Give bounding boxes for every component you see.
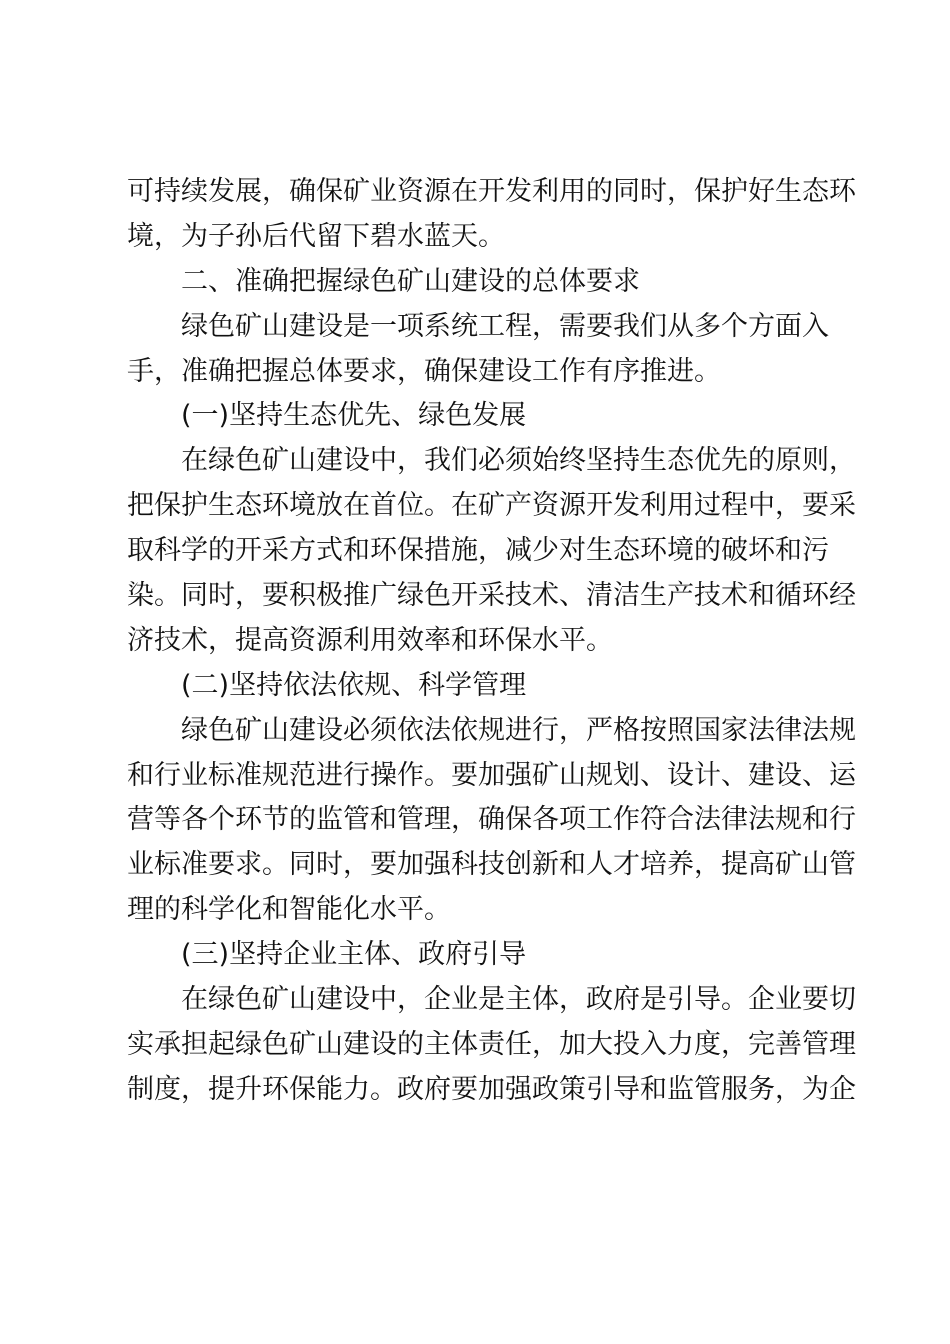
text-line-2: 境，为子孙后代留下碧水蓝天。 [127,220,505,252]
text-line-11: 济技术，提高资源利用效率和环保水平。 [127,624,613,656]
text-line-1: 可持续发展，确保矿业资源在开发利用的同时，保护好生态环 [127,176,856,207]
subsection-heading-1: (一)坚持生态优先、绿色发展 [181,400,527,432]
subsection-heading-3: (三)坚持企业主体、政府引导 [181,939,527,971]
section-heading: 二、准确把握绿色矿山建设的总体要求 [181,265,640,297]
text-line-17: 理的科学化和智能化水平。 [127,894,451,926]
text-line-19: 在绿色矿山建设中，企业是主体，政府是引导。企业要切 [181,984,856,1016]
text-line-7: 在绿色矿山建设中，我们必须始终坚持生态优先的原则， [181,445,856,477]
text-line-10: 染。同时，要积极推广绿色开采技术、清洁生产技术和循环经 [127,580,856,612]
text-line-8: 把保护生态环境放在首位。在矿产资源开发利用过程中，要采 [127,490,856,522]
text-line-20: 实承担起绿色矿山建设的主体责任，加大投入力度，完善管理 [127,1028,856,1060]
text-line-5: 手，准确把握总体要求，确保建设工作有序推进。 [127,355,721,387]
document-body [127,170,856,1113]
text-line-21: 制度，提升环保能力。政府要加强政策引导和监管服务，为企 [127,1073,856,1105]
text-line-9: 取科学的开采方式和环保措施，减少对生态环境的破坏和污 [127,535,829,567]
text-line-4: 绿色矿山建设是一项系统工程，需要我们从多个方面入 [181,310,829,342]
text-line-16: 业标准要求。同时，要加强科技创新和人才培养，提高矿山管 [127,849,856,881]
text-line-15: 营等各个环节的监管和管理，确保各项工作符合法律法规和行 [127,804,856,836]
subsection-heading-2: (二)坚持依法依规、科学管理 [181,669,527,701]
text-line-13: 绿色矿山建设必须依法依规进行，严格按照国家法律法规 [181,714,856,746]
text-line-14: 和行业标准规范进行操作。要加强矿山规划、设计、建设、运 [127,759,856,791]
